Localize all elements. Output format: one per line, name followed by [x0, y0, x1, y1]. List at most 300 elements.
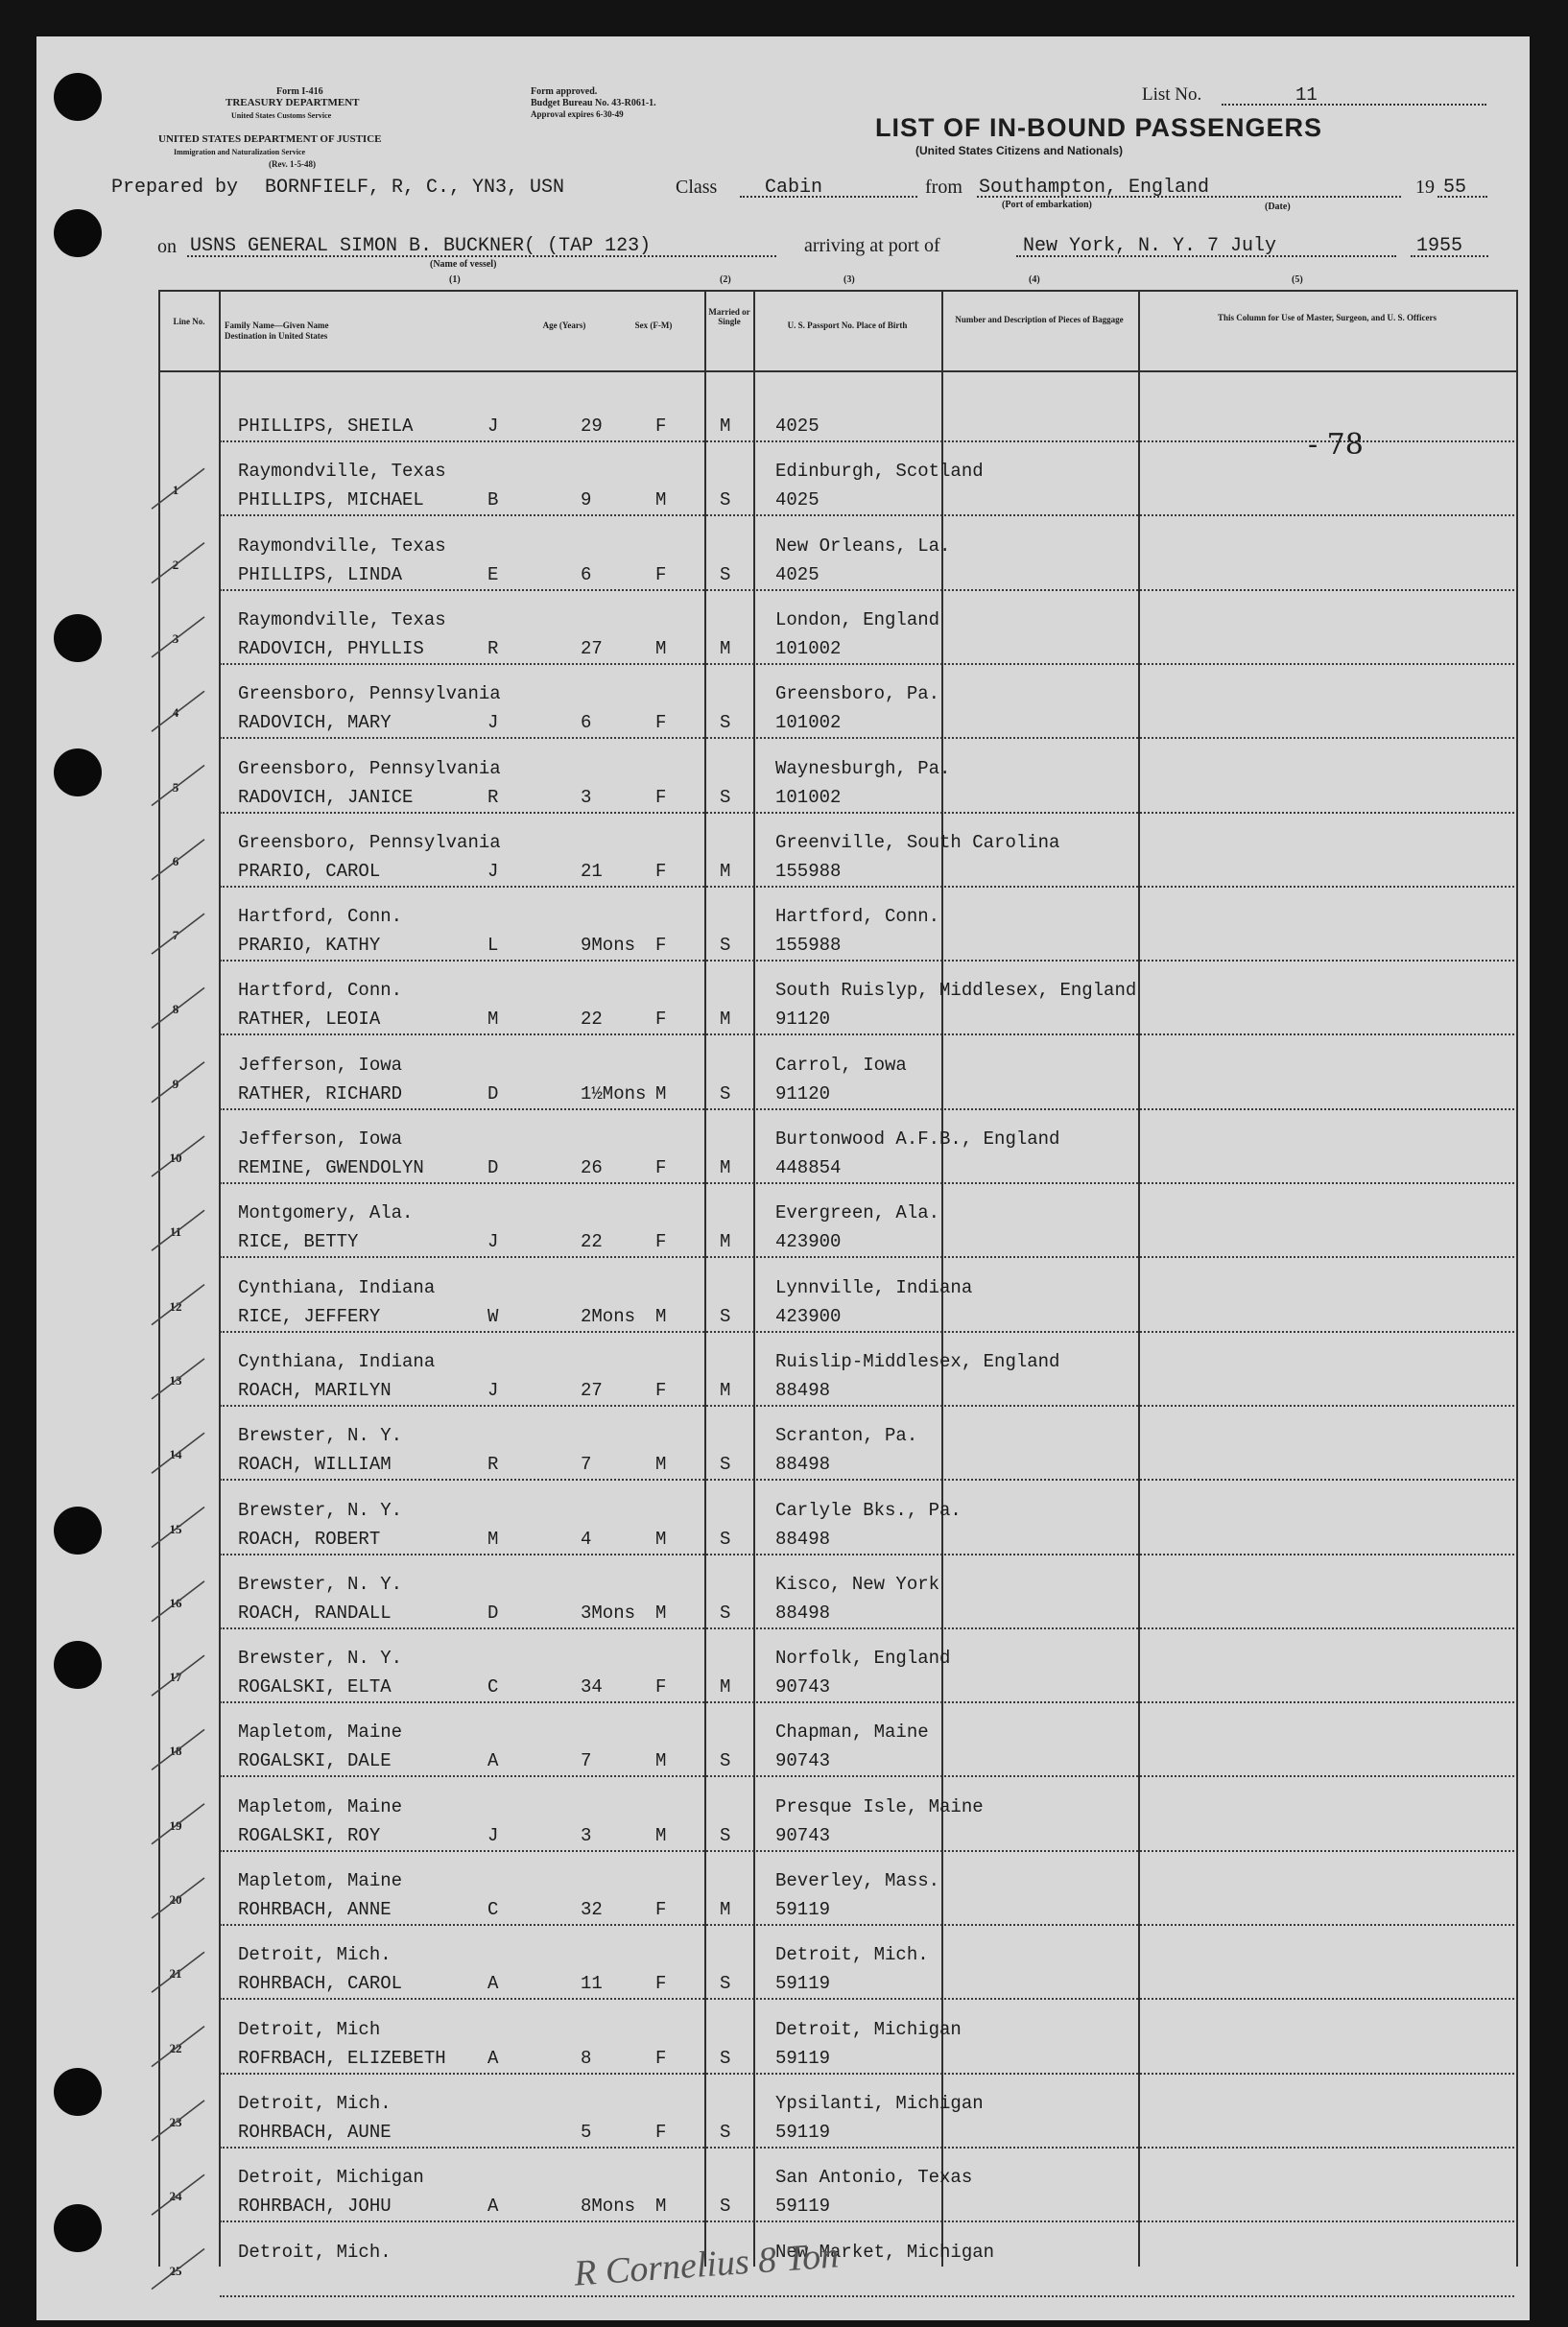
on-label: on [157, 236, 177, 257]
birth-prev: Detroit, Michigan [775, 2018, 962, 2040]
age: 29 [581, 416, 603, 437]
dest-prev: Greensboro, Pennsylvania [238, 683, 501, 705]
passport-number: 90743 [775, 1676, 831, 1698]
middle-initial: E [487, 563, 499, 585]
officer-signature: R Cornelius 8 Ton [572, 2235, 841, 2294]
birth-prev: London, England [775, 608, 940, 630]
header-baggage: Number and Description of Pieces of Baggage [955, 315, 1124, 324]
birth-prev: Hartford, Conn. [775, 906, 940, 928]
marital-status: S [720, 1824, 731, 1846]
marital-status: M [720, 1379, 731, 1401]
marital-status: S [720, 786, 731, 808]
passenger-name: RATHER, LEOIA [238, 1009, 381, 1031]
pen-tick [152, 691, 204, 731]
age: 5 [581, 2121, 592, 2143]
age: 9 [581, 489, 592, 511]
prepared-value: BORNFIELF, R, C., YN3, USN [265, 177, 565, 199]
passport-number: 59119 [775, 2047, 831, 2069]
passenger-list-sheet [36, 36, 1530, 2320]
marital-status: S [720, 2196, 731, 2218]
dest-prev: Detroit, Mich [238, 2018, 381, 2040]
line-number: 6 [172, 853, 179, 868]
marital-status: S [720, 1082, 731, 1104]
passenger-name: PRARIO, CAROL [238, 860, 381, 882]
age: 6 [581, 712, 592, 734]
sex: F [655, 1157, 667, 1178]
header-married: Married or Single [708, 307, 750, 326]
age: 2Mons [581, 1305, 636, 1327]
dest-prev: Montgomery, Ala. [238, 1202, 414, 1224]
customs-service: United States Customs Service [231, 111, 332, 120]
age: 8Mons [581, 2196, 636, 2218]
birth-prev: Detroit, Mich. [775, 1944, 929, 1966]
pen-tick [152, 1210, 204, 1250]
marital-status: M [720, 1157, 731, 1178]
middle-initial: A [487, 2196, 499, 2218]
pen-tick [152, 840, 204, 880]
pen-tick [152, 1729, 204, 1769]
treasury-dept: TREASURY DEPARTMENT [226, 97, 360, 108]
header-line-no: Line No. [173, 317, 205, 326]
passport-number: 59119 [775, 1899, 831, 1920]
sex: F [655, 935, 667, 957]
header-sex: Sex (F-M) [634, 321, 673, 330]
passport-number: 155988 [775, 935, 842, 957]
age: 4 [581, 1528, 592, 1550]
header-age: Age (Years) [542, 321, 586, 330]
pen-tick [152, 1508, 204, 1548]
sex: M [655, 1528, 667, 1550]
dest-prev: Raymondville, Texas [238, 534, 446, 557]
age: 27 [581, 1379, 603, 1401]
middle-initial: W [487, 1305, 499, 1327]
sex: M [655, 1454, 667, 1476]
dest-prev: Brewster, N. Y. [238, 1573, 403, 1595]
dest-prev: Jefferson, Iowa [238, 1128, 403, 1150]
sex: F [655, 2047, 667, 2069]
pen-tick [152, 1062, 204, 1103]
birth-prev: New Orleans, La. [775, 534, 951, 557]
pen-tick [152, 1433, 204, 1473]
line-number: 1 [172, 483, 179, 498]
dest-prev: Raymondville, Texas [238, 461, 446, 483]
dest-prev: Raymondville, Texas [238, 608, 446, 630]
marital-status: M [720, 860, 731, 882]
pen-tick [152, 766, 204, 806]
pen-tick [152, 2249, 204, 2290]
middle-initial: D [487, 1602, 499, 1624]
line-number: 22 [169, 2040, 182, 2055]
middle-initial: A [487, 1973, 499, 1995]
passenger-name: PHILLIPS, SHEILA [238, 416, 414, 437]
arriving-label: arriving at port of [804, 235, 940, 256]
punch-hole [54, 1641, 102, 1689]
line-number: 19 [169, 1817, 182, 1833]
form-number: Form I-416 [276, 86, 323, 97]
birth-prev: Evergreen, Ala. [775, 1202, 940, 1224]
pen-tick [152, 543, 204, 583]
birth-prev: Ruislip-Middlesex, England [775, 1350, 1060, 1372]
class-label: Class [676, 177, 718, 198]
arrival-year: 1955 [1416, 235, 1463, 257]
birth-prev: Norfolk, England [775, 1648, 951, 1670]
middle-initial: L [487, 935, 499, 957]
marital-status: S [720, 1454, 731, 1476]
middle-initial: C [487, 1676, 499, 1698]
pen-tick [152, 2027, 204, 2067]
pen-tick [152, 1359, 204, 1399]
sex: M [655, 1082, 667, 1104]
line-number: 8 [172, 1002, 179, 1017]
passport-number: 90743 [775, 1824, 831, 1846]
sex: F [655, 1973, 667, 1995]
birth-prev: Beverley, Mass. [775, 1870, 940, 1891]
passenger-name: ROACH, ROBERT [238, 1528, 381, 1550]
birth-prev: Greenville, South Carolina [775, 831, 1060, 853]
passport-number: 423900 [775, 1305, 842, 1327]
middle-initial: M [487, 1009, 499, 1031]
marital-status: S [720, 1528, 731, 1550]
officer-mark: - 78 [1308, 428, 1364, 462]
line-number: 5 [172, 779, 179, 795]
vessel-name: USNS GENERAL SIMON B. BUCKNER( (TAP 123) [190, 235, 652, 257]
age: 3 [581, 1824, 592, 1846]
line-number: 11 [169, 1224, 182, 1240]
pen-tick [152, 1285, 204, 1325]
birth-prev: Carlyle Bks., Pa. [775, 1499, 962, 1521]
passenger-name: RICE, JEFFERY [238, 1305, 381, 1327]
age: 9Mons [581, 935, 636, 957]
sex: F [655, 1899, 667, 1920]
age: 7 [581, 1750, 592, 1772]
passport-number: 88498 [775, 1454, 831, 1476]
birth-prev: Greensboro, Pa. [775, 683, 940, 705]
passenger-name: PRARIO, KATHY [238, 935, 381, 957]
class-value: Cabin [765, 177, 823, 199]
passenger-name: RADOVICH, PHYLLIS [238, 637, 424, 659]
passport-number: 4025 [775, 416, 820, 437]
passport-number: 101002 [775, 786, 842, 808]
date-caption: (Date) [1265, 202, 1291, 212]
form-subtitle: (United States Citizens and Nationals) [915, 144, 1124, 157]
middle-initial: A [487, 2047, 499, 2069]
age: 21 [581, 860, 603, 882]
punch-hole [54, 73, 102, 121]
dest-prev: Cynthiana, Indiana [238, 1350, 436, 1372]
middle-initial: J [487, 1231, 499, 1253]
middle-initial: A [487, 1750, 499, 1772]
sex: F [655, 2121, 667, 2143]
from-label: from [925, 177, 962, 198]
middle-initial: J [487, 416, 499, 437]
age: 27 [581, 637, 603, 659]
pen-tick [152, 2101, 204, 2141]
header-family-name: Family Name—Given Name [225, 321, 329, 330]
sex: F [655, 1009, 667, 1031]
birth-prev: Scranton, Pa. [775, 1425, 918, 1447]
birth-prev: New Market, Michigan [775, 2241, 995, 2263]
approval-line-2: Budget Bureau No. 43-R061-1. [531, 98, 656, 108]
sex: M [655, 489, 667, 511]
dest-prev: Brewster, N. Y. [238, 1499, 403, 1521]
middle-initial: B [487, 489, 499, 511]
col-num-2: (2) [720, 274, 731, 285]
passenger-name: ROGALSKI, ELTA [238, 1676, 392, 1698]
pen-tick [152, 1655, 204, 1696]
passport-number: 91120 [775, 1009, 831, 1031]
passport-number: 4025 [775, 563, 820, 585]
age: 3 [581, 786, 592, 808]
marital-status: S [720, 712, 731, 734]
middle-initial: J [487, 860, 499, 882]
line-number: 23 [169, 2114, 182, 2129]
dest-prev: Greensboro, Pennsylvania [238, 757, 501, 779]
middle-initial: J [487, 712, 499, 734]
passenger-name: REMINE, GWENDOLYN [238, 1157, 424, 1178]
line-number: 4 [172, 705, 179, 721]
sex: M [655, 2196, 667, 2218]
pen-tick [152, 1804, 204, 1844]
passenger-name: ROACH, WILLIAM [238, 1454, 392, 1476]
passport-number: 59119 [775, 1973, 831, 1995]
justice-dept: UNITED STATES DEPARTMENT OF JUSTICE [158, 133, 382, 145]
birth-prev: Kisco, New York [775, 1573, 940, 1595]
age: 32 [581, 1899, 603, 1920]
header-destination: Destination in United States [225, 331, 328, 341]
age: 8 [581, 2047, 592, 2069]
dest-prev: Greensboro, Pennsylvania [238, 831, 501, 853]
immigration-service: Immigration and Naturalization Service [174, 148, 306, 156]
pen-tick [152, 468, 204, 509]
middle-initial: R [487, 786, 499, 808]
passenger-name: ROFRBACH, ELIZEBETH [238, 2047, 446, 2069]
marital-status: S [720, 1602, 731, 1624]
dest-prev: Mapletom, Maine [238, 1795, 403, 1817]
sex: M [655, 1824, 667, 1846]
dest-prev: Detroit, Mich. [238, 1944, 392, 1966]
dest-prev: Detroit, Mich. [238, 2241, 392, 2263]
pen-tick [152, 1952, 204, 1992]
passenger-name: ROACH, MARILYN [238, 1379, 392, 1401]
marital-status: M [720, 637, 731, 659]
passport-number: 101002 [775, 712, 842, 734]
line-number: 14 [169, 1447, 182, 1462]
age: 26 [581, 1157, 603, 1178]
line-number: 13 [169, 1372, 182, 1388]
pen-tick [152, 1136, 204, 1176]
line-number: 10 [169, 1151, 182, 1165]
dest-prev: Detroit, Michigan [238, 2167, 424, 2189]
age: 11 [581, 1973, 603, 1995]
middle-initial: J [487, 1824, 499, 1846]
approval-line-3: Approval expires 6-30-49 [531, 109, 624, 119]
passport-number: 59119 [775, 2196, 831, 2218]
form-title: LIST OF IN-BOUND PASSENGERS [875, 113, 1323, 142]
passenger-name: ROHRBACH, CAROL [238, 1973, 403, 1995]
birth-prev: Burtonwood A.F.B., England [775, 1128, 1060, 1150]
header-passport: U. S. Passport No. Place of Birth [787, 321, 908, 330]
passenger-name: PHILLIPS, MICHAEL [238, 489, 424, 511]
list-no-value: 11 [1295, 84, 1318, 106]
list-no-label: List No. [1142, 84, 1202, 105]
marital-status: M [720, 1899, 731, 1920]
punch-hole [54, 748, 102, 796]
middle-initial: D [487, 1082, 499, 1104]
pen-tick [152, 914, 204, 954]
line-number: 24 [169, 2189, 182, 2204]
marital-status: S [720, 563, 731, 585]
sex: F [655, 786, 667, 808]
dest-prev: Mapletom, Maine [238, 1870, 403, 1891]
pen-tick [152, 617, 204, 657]
age: 7 [581, 1454, 592, 1476]
passport-number: 423900 [775, 1231, 842, 1253]
dest-prev: Brewster, N. Y. [238, 1648, 403, 1670]
passport-number: 91120 [775, 1082, 831, 1104]
marital-status: S [720, 489, 731, 511]
sex: F [655, 1379, 667, 1401]
sex: M [655, 1305, 667, 1327]
middle-initial: M [487, 1528, 499, 1550]
prepared-label: Prepared by [111, 177, 239, 199]
marital-status: M [720, 1231, 731, 1253]
sex: F [655, 1676, 667, 1698]
passport-number: 90743 [775, 1750, 831, 1772]
marital-status: S [720, 1973, 731, 1995]
marital-status: S [720, 935, 731, 957]
dest-prev: Jefferson, Iowa [238, 1054, 403, 1076]
passport-number: 155988 [775, 860, 842, 882]
birth-prev: Chapman, Maine [775, 1722, 929, 1744]
line-number: 12 [169, 1298, 182, 1314]
arrival-port-date: New York, N. Y. 7 July [1023, 235, 1277, 257]
pen-tick [152, 1878, 204, 1918]
age: 1½Mons [581, 1082, 647, 1104]
passport-number: 88498 [775, 1379, 831, 1401]
passport-number: 101002 [775, 637, 842, 659]
dest-prev: Mapletom, Maine [238, 1722, 403, 1744]
passport-number: 448854 [775, 1157, 842, 1178]
sex: F [655, 712, 667, 734]
birth-prev: Presque Isle, Maine [775, 1795, 984, 1817]
punch-hole [54, 2068, 102, 2116]
passport-number: 88498 [775, 1528, 831, 1550]
pen-tick [152, 987, 204, 1028]
dest-prev: Hartford, Conn. [238, 906, 403, 928]
age: 6 [581, 563, 592, 585]
sex: M [655, 1602, 667, 1624]
birth-prev: Waynesburgh, Pa. [775, 757, 951, 779]
middle-initial: D [487, 1157, 499, 1178]
col-num-3: (3) [843, 274, 855, 285]
middle-initial: R [487, 1454, 499, 1476]
port-of-embarkation: Southampton, England [979, 177, 1210, 199]
marital-status: S [720, 1305, 731, 1327]
passport-number: 88498 [775, 1602, 831, 1624]
passenger-name: RATHER, RICHARD [238, 1082, 403, 1104]
passenger-name: ROHRBACH, JOHU [238, 2196, 392, 2218]
line-number: 3 [172, 630, 179, 646]
middle-initial: R [487, 637, 499, 659]
dest-prev: Detroit, Mich. [238, 2092, 392, 2114]
line-number: 16 [169, 1595, 182, 1610]
age: 22 [581, 1231, 603, 1253]
birth-prev: San Antonio, Texas [775, 2167, 973, 2189]
punch-hole [54, 2204, 102, 2252]
birth-prev: Lynnville, Indiana [775, 1276, 973, 1298]
line-number: 9 [172, 1076, 179, 1091]
punch-hole [54, 1507, 102, 1555]
punch-hole [54, 209, 102, 257]
birth-prev: South Ruislyp, Middlesex, England [775, 980, 1137, 1002]
pen-tick [152, 2174, 204, 2215]
passenger-name: RADOVICH, MARY [238, 712, 392, 734]
passenger-name: RICE, BETTY [238, 1231, 359, 1253]
line-number: 25 [169, 2263, 182, 2278]
port-caption: (Port of embarkation) [1002, 200, 1092, 210]
approval-line-1: Form approved. [531, 86, 598, 97]
birth-prev: Carrol, Iowa [775, 1054, 907, 1076]
col-num-5: (5) [1292, 274, 1303, 285]
sex: M [655, 637, 667, 659]
passenger-name: ROGALSKI, ROY [238, 1824, 381, 1846]
pen-tick [152, 1581, 204, 1622]
line-number: 7 [172, 928, 179, 943]
sex: F [655, 563, 667, 585]
passenger-name: RADOVICH, JANICE [238, 786, 414, 808]
year1-value: 55 [1443, 177, 1467, 199]
marital-status: M [720, 1009, 731, 1031]
age: 22 [581, 1009, 603, 1031]
dest-prev: Cynthiana, Indiana [238, 1276, 436, 1298]
middle-initial: J [487, 1379, 499, 1401]
revision: (Rev. 1-5-48) [269, 159, 316, 169]
marital-status: M [720, 1676, 731, 1698]
age: 34 [581, 1676, 603, 1698]
age: 3Mons [581, 1602, 636, 1624]
line-number: 20 [169, 1892, 182, 1907]
header-officers: This Column for Use of Master, Surgeon, and U. S. Officers [1217, 313, 1437, 322]
marital-status: S [720, 2047, 731, 2069]
marital-status: M [720, 416, 731, 437]
marital-status: S [720, 2121, 731, 2143]
line-number: 18 [169, 1744, 182, 1759]
marital-status: S [720, 1750, 731, 1772]
sex: F [655, 1231, 667, 1253]
punch-hole [54, 614, 102, 662]
birth-prev: Edinburgh, Scotland [775, 461, 984, 483]
dest-prev: Hartford, Conn. [238, 980, 403, 1002]
passenger-name: PHILLIPS, LINDA [238, 563, 403, 585]
line-number: 21 [169, 1966, 182, 1982]
dest-prev: Brewster, N. Y. [238, 1425, 403, 1447]
line-number: 15 [169, 1521, 182, 1536]
passenger-name: ROGALSKI, DALE [238, 1750, 392, 1772]
passenger-name: ROHRBACH, AUNE [238, 2121, 392, 2143]
year1-prefix: 19 [1415, 177, 1435, 198]
line-number: 2 [172, 557, 179, 572]
passenger-name: ROACH, RANDALL [238, 1602, 392, 1624]
passport-number: 4025 [775, 489, 820, 511]
pen-tick-marks [36, 36, 1530, 2320]
sex: F [655, 860, 667, 882]
passport-number: 59119 [775, 2121, 831, 2143]
passenger-name: ROHRBACH, ANNE [238, 1899, 392, 1920]
middle-initial: C [487, 1899, 499, 1920]
vessel-caption: (Name of vessel) [430, 259, 497, 270]
line-number: 17 [169, 1670, 182, 1685]
col-num-4: (4) [1029, 274, 1040, 285]
